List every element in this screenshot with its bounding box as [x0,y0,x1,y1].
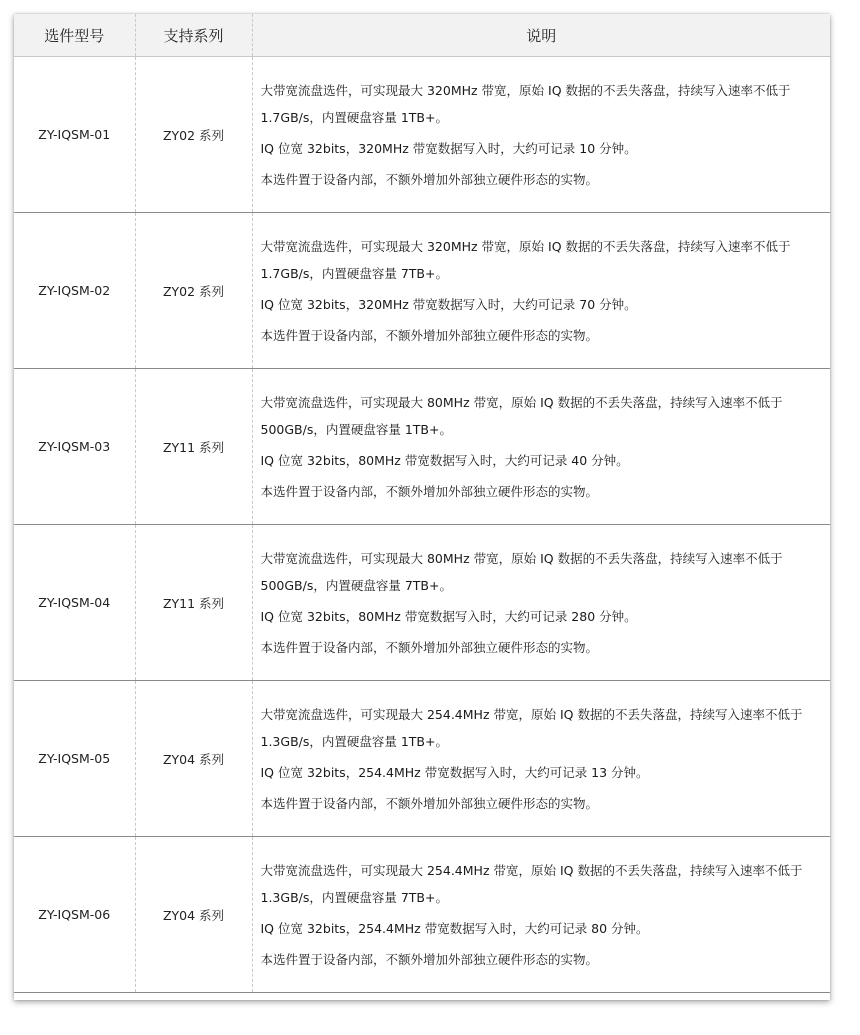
series-cell: ZY11 系列 [135,525,252,681]
table-row [14,369,830,525]
description-line: 本选件置于设备内部，不额外增加外部独立硬件形态的实物。 [260,483,599,499]
table-row [14,681,830,837]
description-line: 大带宽流盘选件，可实现最大 80MHz 带宽，原始 IQ 数据的不丢失落盘，持续写入速率不低于 500GB/s，内置硬盘容量 7TB+。 [260,550,783,593]
description-line: 本选件置于设备内部，不额外增加外部独立硬件形态的实物。 [260,795,599,811]
description-line: 大带宽流盘选件，可实现最大 320MHz 带宽，原始 IQ 数据的不丢失落盘，持续写入速率不低于 1.7GB/s，内置硬盘容量 7TB+。 [260,238,791,281]
description-line: 大带宽流盘选件，可实现最大 254.4MHz 带宽，原始 IQ 数据的不丢失落盘，持续写入速率不低于 1.3GB/s，内置硬盘容量 7TB+。 [260,862,803,905]
model-cell: ZY-IQSM-06 [14,837,135,993]
description-line: IQ 位宽 32bits，254.4MHz 带宽数据写入时，大约可记录 13 分钟。 [260,764,649,780]
model-cell: ZY-IQSM-05 [14,681,135,837]
model-cell: ZY-IQSM-01 [14,57,135,213]
model-cell: ZY-IQSM-03 [14,369,135,525]
model-cell: ZY-IQSM-02 [14,213,135,369]
description-line: 本选件置于设备内部，不额外增加外部独立硬件形态的实物。 [260,951,599,967]
description-line: 大带宽流盘选件，可实现最大 320MHz 带宽，原始 IQ 数据的不丢失落盘，持续写入速率不低于 1.7GB/s，内置硬盘容量 1TB+。 [260,82,791,125]
table-row [14,57,830,213]
description-line: IQ 位宽 32bits，320MHz 带宽数据写入时，大约可记录 10 分钟。 [260,140,637,156]
header-description: 说明 [252,14,830,57]
series-cell: ZY04 系列 [135,681,252,837]
document-frame [14,14,830,1000]
description-cell [252,213,830,369]
table-row [14,525,830,681]
description-line: 本选件置于设备内部，不额外增加外部独立硬件形态的实物。 [260,171,599,187]
description-line: IQ 位宽 32bits，80MHz 带宽数据写入时，大约可记录 280 分钟。 [260,608,637,624]
series-cell: ZY04 系列 [135,837,252,993]
series-cell: ZY02 系列 [135,213,252,369]
description-cell [252,681,830,837]
header-series: 支持系列 [135,14,252,57]
table-row [14,213,830,369]
model-cell: ZY-IQSM-04 [14,525,135,681]
description-line: 大带宽流盘选件，可实现最大 254.4MHz 带宽，原始 IQ 数据的不丢失落盘，持续写入速率不低于 1.3GB/s，内置硬盘容量 1TB+。 [260,706,803,749]
table-header-row [14,14,830,57]
series-cell: ZY02 系列 [135,57,252,213]
description-cell [252,837,830,993]
description-line: 本选件置于设备内部，不额外增加外部独立硬件形态的实物。 [260,639,599,655]
description-cell [252,369,830,525]
description-cell [252,525,830,681]
description-line: IQ 位宽 32bits，80MHz 带宽数据写入时，大约可记录 40 分钟。 [260,452,629,468]
header-model: 选件型号 [14,14,135,57]
table-row [14,837,830,993]
description-line: IQ 位宽 32bits，254.4MHz 带宽数据写入时，大约可记录 80 分钟。 [260,920,649,936]
description-line: 大带宽流盘选件，可实现最大 80MHz 带宽，原始 IQ 数据的不丢失落盘，持续写入速率不低于 500GB/s，内置硬盘容量 1TB+。 [260,394,783,437]
description-line: 本选件置于设备内部，不额外增加外部独立硬件形态的实物。 [260,327,599,343]
series-cell: ZY11 系列 [135,369,252,525]
description-line: IQ 位宽 32bits，320MHz 带宽数据写入时，大约可记录 70 分钟。 [260,296,637,312]
description-cell [252,57,830,213]
options-table [14,14,830,993]
